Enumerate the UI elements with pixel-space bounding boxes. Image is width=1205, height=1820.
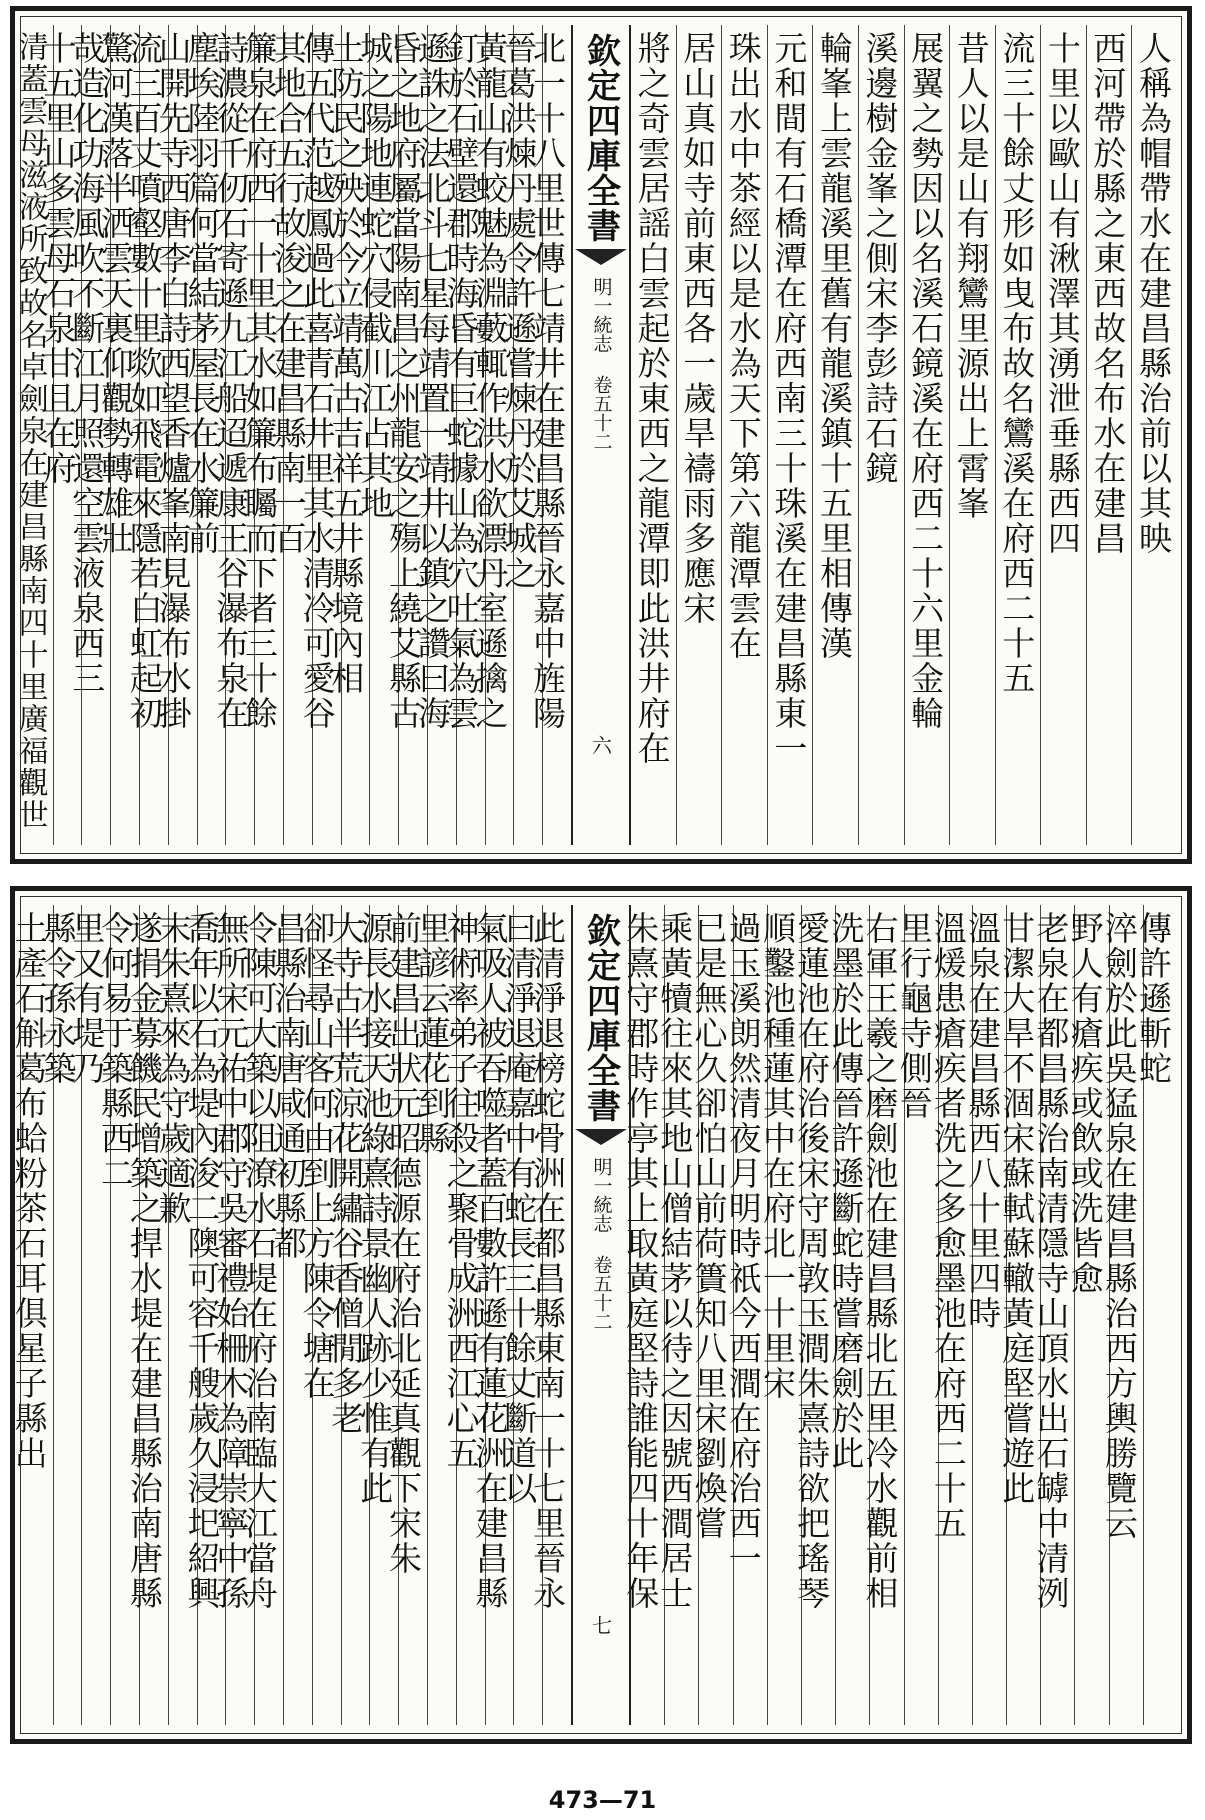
text-column [826,905,869,1725]
text-column [621,905,664,1725]
column-text: 流三百丈噴壑數十里欻如飛電來隱若白虹起初 [124,31,164,731]
column-text: 遂捐金募饑民增築之捍水堤在建昌縣治南唐縣 [124,911,164,1611]
page-1-right-half [631,25,1177,845]
column-text: 曰清淨退庵嘉中有蛇長三十餘丈斷道以 [499,911,539,1506]
text-column [655,905,698,1725]
column-text: 源長水接天池綠熹詩景幽人跡少惟有此 [355,911,395,1506]
column-text: 十里以歐山有湫澤其湧泄垂縣西四 [1042,31,1082,556]
page-code: 473—71 [548,1786,657,1814]
text-column [860,905,903,1725]
text-column [997,905,1040,1725]
column-text: 卻怪尋山客何由到上方陳令塘在 [297,911,337,1401]
column-text: 山開先寺西唐李白詩西望香爐峯南見瀑布水掛 [153,31,193,731]
column-text: 淬劍於此吳猛泉在建昌縣治西方輿勝覽云 [1099,911,1139,1541]
column-text: 傳五代范越鳳過此喜青石井里其水清冷可愛谷 [297,31,337,731]
column-text: 人稱為帽帶水在建昌縣治前以其映 [1134,31,1173,556]
text-column [67,905,110,1725]
text-column [12,25,53,845]
column-text: 北一十八里世傳七靖井在建昌縣晉永嘉中旌陽 [528,31,567,731]
text-column [894,905,938,1725]
column-text: 過玉溪朗然清夜月明時祇今西澗在府治西一 [723,911,763,1576]
column-text: 昌縣治南唐咸通初縣都 [268,911,308,1261]
spine-volume: 明一統志 卷五十二 [590,277,613,451]
text-column [240,25,283,845]
column-text: 野人有瘡疾或飲或洗皆愈 [1065,911,1105,1296]
column-text: 十五里山多雲母石泉甘且在府 [38,31,78,486]
leaf-number: 六 [588,735,613,755]
column-text: 此清淨退榜蛇骨洲在都昌縣東南一十七里晉永 [528,911,567,1611]
leaf-number: 七 [588,1615,613,1635]
column-text: 無所宋元祐中郡守吳審禮始柵木為障崇寧中孫 [211,911,251,1611]
column-text: 里諺云蓮花到縣 [412,911,452,1156]
text-column [528,905,571,1725]
text-column [9,905,53,1725]
text-column [949,25,995,845]
column-text: 其地合五行故浚之在建昌縣南一百 [268,31,308,556]
spine-title: 欽定四庫全書 [580,913,621,1123]
column-text: 神術率弟子往殺之聚骨成洲西江心五 [441,911,481,1471]
text-column [240,905,283,1725]
column-text: 將之奇雲居謡白雲起於東西之龍潭即此洪井府在 [632,31,672,766]
text-column [812,25,858,845]
spine-title: 欽定四庫全書 [580,33,621,243]
column-text: 右軍王羲之磨劍池在建昌縣北五里冷水觀前相 [860,911,900,1611]
column-text: 遜誅之法北斗七星每靖置一靖井以鎮之讚曰海 [412,31,452,731]
text-column [326,25,370,845]
column-text: 驚河漢落半洒雲天裏仰觀勢轉雄壯 [96,31,136,556]
text-column [1065,905,1108,1725]
text-column [1131,25,1177,845]
column-text: 老泉在都昌縣治南清隱寺山頂水出石罅中清洌 [1031,911,1071,1611]
column-text: 末朱熹來為守歲適歉 [153,911,193,1226]
column-text: 釘於石壁還郡時海昏有巨蛇據山為穴吐氣為雲 [441,31,481,731]
column-text: 愛蓮池在府治後宋守周敦玉澗朱熹詩欲把瑤琴 [792,911,832,1611]
spine-2 [571,905,631,1725]
text-column [963,905,1006,1725]
text-column [1031,905,1074,1725]
page-2-columns [9,905,1177,1725]
text-column [124,905,168,1725]
column-text: 展翼之勢因以名溪石鏡溪在府西二十六里金輪 [906,31,946,731]
text-column [384,25,427,845]
column-text: 土防民之殃於今立靖萬古吉祥五井縣境內相 [326,31,366,696]
column-text: 乘黃犢往來其地山僧結茅以待之因號西澗居士 [655,911,695,1611]
page-2-right-half [621,905,1177,1725]
column-text: 里又有堤乃 [67,911,107,1086]
fish-tail-ornament [575,249,627,265]
text-column [182,905,226,1725]
text-column [124,25,168,845]
column-text: 順鑿池種蓮其中在府北一十里宋 [757,911,797,1401]
text-column [721,25,767,845]
text-column [928,905,972,1725]
column-text: 昏之地府屬當陽南昌之州龍安之殤上繞艾縣古 [384,31,424,731]
text-column [1040,25,1086,845]
column-text: 溫泉在建昌縣西八十里四時 [963,911,1003,1331]
text-column [1099,905,1143,1725]
text-column [499,905,542,1725]
column-text: 詩濃從千仞石寄遜九江船迢遞康王谷瀑布泉在 [211,31,251,731]
text-column [211,905,254,1725]
column-text: 黃龍山有蛟魅為淵藪輒作洪水欲漂丹室遜擒之 [470,31,510,731]
text-column [499,25,542,845]
text-column [412,905,456,1725]
text-column [326,905,370,1725]
text-column [904,25,950,845]
column-text: 土產石斛葛布蛤粉茶石耳俱星子縣出 [9,911,49,1471]
column-text: 令何易于築縣西二 [96,911,136,1191]
text-column [767,25,813,845]
column-text: 昔人以是山有翔鸞里源出上霄峯 [951,31,991,521]
text-column [297,25,341,845]
column-text: 簾泉在府西一十里其水如簾布矚而下者三十餘 [240,31,280,731]
text-column [211,25,254,845]
text-column [268,25,312,845]
column-text: 令陳可大築以阻潦水石堤在府治南臨大江當舟 [240,911,280,1611]
column-text: 哉造化功海風吹不斷江月照還空雲液泉西三 [67,31,107,696]
text-column [441,25,485,845]
text-column [182,25,226,845]
column-text: 里行龜寺側晉 [894,911,934,1121]
column-text: 流三十餘丈形如曳布故名鸞溪在府西二十五 [997,31,1037,696]
column-text: 洗墨於此傳晉許遜斷蛇時嘗磨劍於此 [826,911,866,1471]
text-column [268,905,312,1725]
text-column [757,905,801,1725]
text-column [38,905,82,1725]
column-text: 氣吸人被吞噬者蓋百數許遜有蓮花洲在建昌縣 [470,911,510,1611]
column-text: 溫煖患瘡疾者洗之多愈墨池在府西二十五 [928,911,968,1541]
text-column [153,25,197,845]
text-column [858,25,904,845]
text-column [470,25,514,845]
text-column [1134,905,1177,1725]
fish-tail-ornament [575,1129,627,1145]
column-text: 溪邊樹金峯之側宋李彭詩石鏡 [860,31,900,486]
column-text: 縣令孫永築 [38,911,78,1086]
column-text: 前建昌出狀元昭德源在府治北延真觀下宋朱 [384,911,424,1576]
column-text: 晉葛洪煉丹處令許遜嘗煉丹於艾城之 [499,31,539,591]
text-column [528,25,571,845]
column-text: 城之陽地連蛇穴侵截川江占其地 [355,31,395,521]
text-column [995,25,1041,845]
text-column [96,905,139,1725]
text-column [723,905,767,1725]
text-column [355,25,398,845]
text-column [631,25,676,845]
column-text: 喬年以石為堤內浚二隩可容千艘歲久浸圯紹興 [182,911,222,1611]
column-text: 輪峯上雲龍溪里舊有龍溪鎮十五里相傳漢 [814,31,854,661]
text-column [38,25,82,845]
column-text: 朱熹守郡時作亭其上取黃庭堅詩誰能四十年保 [621,911,661,1611]
page-2 [10,886,1192,1744]
text-column [676,25,722,845]
text-column [96,25,139,845]
column-text: 清蓋雲母滋液所致故名卓劍泉在建昌縣南四十里廣福觀世 [12,31,48,831]
column-text: 西河帶於縣之東西故名布水在建昌 [1088,31,1128,556]
column-text: 傳許遜斬蛇 [1134,911,1173,1086]
column-text: 塵埃陸羽篇何當結茅屋長在水簾前 [182,31,222,556]
text-column [384,905,427,1725]
page-1-columns [12,25,1177,845]
text-column [355,905,398,1725]
spine-volume: 明一統志 卷五十二 [590,1157,613,1331]
text-column [297,905,341,1725]
text-column [153,905,197,1725]
column-text: 大寺古半荒涼花開繡谷香僧閒多老 [326,911,366,1436]
text-column [1086,25,1132,845]
text-column [441,905,485,1725]
spine-1 [571,25,631,845]
column-text: 珠出水中茶經以是水為天下第六龍潭雲在 [723,31,763,661]
text-column [470,905,514,1725]
page-1 [10,6,1192,864]
page-2-left-half [9,905,571,1725]
column-text: 甘潔大旱不涸宋蘇軾蘇轍黃庭堅嘗遊此 [997,911,1037,1506]
text-column [689,905,732,1725]
column-text: 元和間有石橋潭在府西南三十珠溪在建昌縣東一 [769,31,809,766]
column-text: 已是無心久卻怕山前荷簣知八里宋劉煥嘗 [689,911,729,1541]
text-column [792,905,835,1725]
text-column [412,25,456,845]
page-1-left-half [12,25,571,845]
column-text: 居山真如寺前東西各一歲旱禱雨多應宋 [678,31,718,626]
text-column [67,25,110,845]
